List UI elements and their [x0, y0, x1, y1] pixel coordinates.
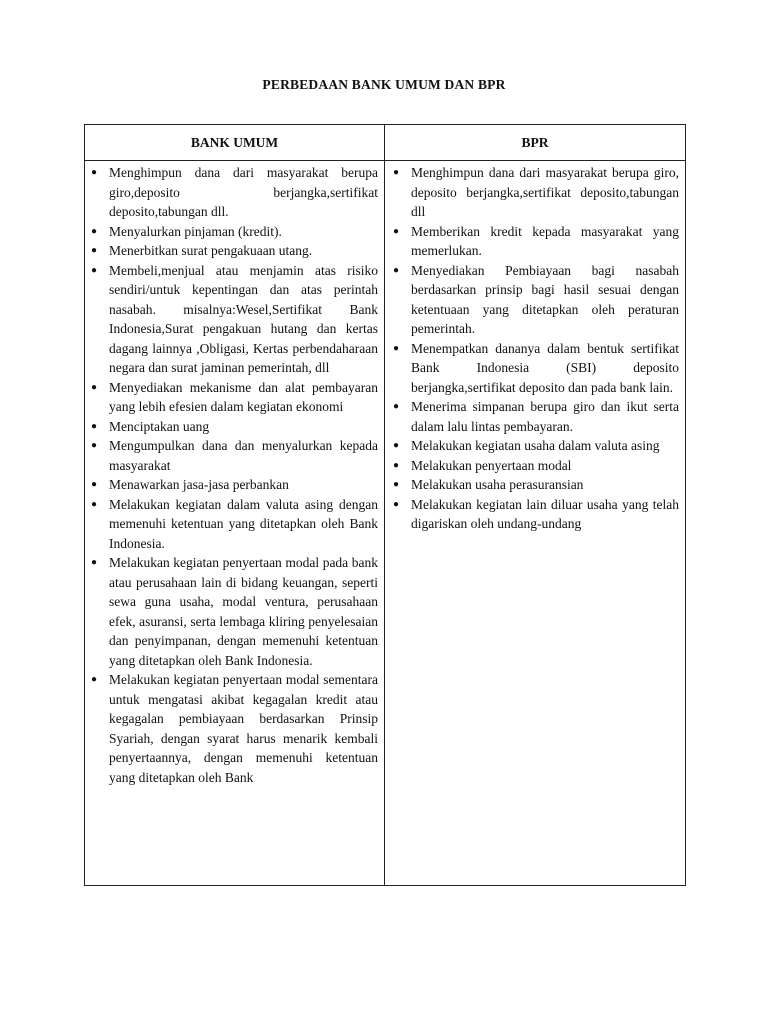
bullet-icon: ● — [91, 225, 98, 237]
list-item: ● Melakukan kegiatan penyertaan modal pada bank atau perusahaan lain di bidang keuangan, seperti sewa guna usaha, modal ventura, perusahaan efek, asuransi, serta lembaga kliring penyelesaian dan penyimpanan, dengan memenuhi ketentuan yang ditetapkan oleh Bank Indonesia. — [91, 555, 378, 668]
comparison-table — [84, 124, 686, 886]
bullet-icon: ● — [91, 674, 98, 685]
list-item: ● Menyalurkan pinjaman (kredit). — [89, 222, 378, 242]
list-item: ● Membeli,menjual atau menjamin atas risiko sendiri/untuk kepentingan dan atas perintah nasabah. misalnya:Wesel,Sertifikat Bank Indonesia,Surat pengakuan hutang dan kertas dagang lainnya ,Obligasi, Kertas perbendaharaan negara dan surat jaminan pemerintah, dll — [91, 262, 378, 375]
list-item: ● Menghimpun dana dari masyarakat berupa giro,deposito berjangka,sertifikat deposito,tabungan dll. — [91, 165, 378, 219]
bullet-icon: ● — [393, 167, 400, 178]
list-item: ● Melakukan kegiatan usaha dalam valuta asing — [391, 436, 679, 456]
list-item: ● Mengumpulkan dana dan menyalurkan kepada masyarakat — [91, 438, 378, 473]
list-item: ● Menawarkan jasa-jasa perbankan — [89, 475, 378, 495]
header-divider — [85, 160, 685, 161]
list-item: ● Menempatkan dananya dalam bentuk sertifikat Bank Indonesia (SBI) deposito berjangka,sertifikat deposito dan pada bank lain. — [393, 340, 679, 395]
bullet-icon: ● — [91, 498, 98, 510]
bullet-icon: ● — [91, 167, 98, 178]
list-item: ● Melakukan kegiatan dalam valuta asing dengan memenuhi ketentuan yang ditetapkan oleh Bank Indonesia. — [91, 496, 378, 551]
list-item: ● Memberikan kredit kepada masyarakat yang memerlukan. — [393, 223, 679, 258]
header-bpr: BPR — [521, 135, 549, 150]
list-item: ● Melakukan kegiatan penyertaan modal sementara untuk mengatasi akibat kegagalan kredit atau kegagalan pembiayaan berdasarkan Prinsip Syariah, dengan syarat harus menarik kembali penyertaannya, dengan memenuhi ketentuan yang ditetapkan oleh Bank — [91, 672, 378, 785]
document-title: PERBEDAAN BANK UMUM DAN BPR — [262, 77, 506, 92]
list-item: ● Menyediakan Pembiayaan bagi nasabah berdasarkan prinsip bagi hasil sesuai dengan ketentuaan yang ditetapkan oleh peraturan pemerintah. — [393, 262, 679, 336]
list-item: ● Menyediakan mekanisme dan alat pembayaran yang lebih efesien dalam kegiatan ekonomi — [91, 379, 378, 414]
column-divider — [384, 125, 385, 885]
bullet-icon: ● — [393, 459, 400, 471]
bullet-icon: ● — [91, 420, 98, 432]
bullet-icon: ● — [91, 479, 98, 490]
bullet-icon: ● — [91, 557, 98, 568]
bullet-icon: ● — [393, 498, 400, 510]
bullet-icon: ● — [91, 381, 98, 393]
bullet-icon: ● — [91, 440, 98, 451]
bullet-icon: ● — [393, 479, 400, 490]
bullet-icon: ● — [393, 225, 400, 237]
list-item: ● Melakukan penyertaan modal — [391, 456, 679, 476]
bank-umum-list — [89, 163, 378, 787]
list-item: ● Melakukan kegiatan lain diluar usaha yang telah digariskan oleh undang-undang — [393, 496, 679, 531]
header-bank-umum: BANK UMUM — [190, 135, 279, 150]
bpr-list — [391, 163, 679, 534]
bullet-icon: ● — [91, 245, 98, 256]
list-item: ● Menerbitkan surat pengakuaan utang. — [89, 241, 378, 261]
list-item: ● Menghimpun dana dari masyarakat berupa giro, deposito berjangka,sertifikat deposito,tabungan dll — [393, 165, 679, 219]
bullet-icon: ● — [393, 440, 400, 451]
bullet-icon: ● — [91, 264, 98, 276]
list-item: ● Menciptakan uang — [89, 417, 378, 437]
bullet-icon: ● — [393, 401, 400, 412]
list-item: ● Melakukan usaha perasuransian — [391, 475, 679, 495]
list-item: ● Menerima simpanan berupa giro dan ikut serta dalam lalu lintas pembayaran. — [393, 399, 679, 434]
bullet-icon: ● — [393, 342, 400, 354]
bullet-icon: ● — [393, 264, 400, 276]
